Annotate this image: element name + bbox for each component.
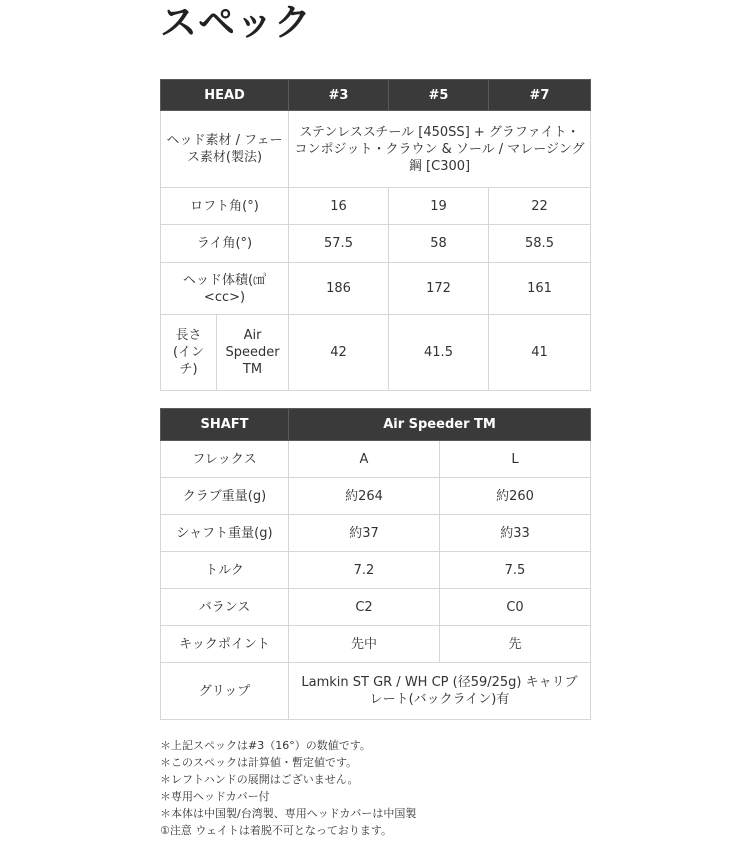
table-row	[161, 552, 591, 589]
table-row	[161, 626, 591, 663]
head-spec-table	[160, 79, 591, 391]
row-label: シャフト重量(g)	[161, 515, 289, 552]
cell-value: 約33	[440, 515, 591, 552]
cell-value: 22	[489, 188, 591, 225]
row-label: バランス	[161, 589, 289, 626]
row-label: ヘッド体積(㎤<cc>)	[161, 263, 289, 315]
cell-value: C0	[440, 589, 591, 626]
cell-value: 約264	[289, 478, 440, 515]
cell-value: 先中	[289, 626, 440, 663]
note-item: ＊レフトハンドの展開はございません。	[160, 773, 359, 786]
row-label: ヘッド素材 / フェース素材(製法)	[161, 111, 289, 188]
row-label: 長さ(インチ)	[161, 315, 217, 391]
note-item: ＊上記スペックは#3（16°）の数値です。	[160, 739, 371, 752]
cell-value: 186	[289, 263, 389, 315]
header-head: HEAD	[161, 80, 289, 111]
cell-value: 42	[289, 315, 389, 391]
notes-list	[160, 737, 416, 839]
header-club-5: #5	[389, 80, 489, 111]
header-club-3: #3	[289, 80, 389, 111]
table-row	[161, 663, 591, 720]
table-row	[161, 111, 591, 188]
note-item: ＊本体は中国製/台湾製、専用ヘッドカバーは中国製	[160, 807, 417, 820]
row-label: クラブ重量(g)	[161, 478, 289, 515]
cell-value: C2	[289, 589, 440, 626]
cell-value: 58	[389, 225, 489, 263]
cell-value: 161	[489, 263, 591, 315]
table-row	[161, 225, 591, 263]
cell-value: 約260	[440, 478, 591, 515]
cell-value: 172	[389, 263, 489, 315]
row-label: キックポイント	[161, 626, 289, 663]
note-item: ＊このスペックは計算値・暫定値です。	[160, 756, 358, 769]
row-sublabel: Air Speeder TM	[217, 315, 289, 391]
table-row	[161, 589, 591, 626]
header-shaft-model: Air Speeder TM	[289, 409, 591, 441]
cell-value: 41	[489, 315, 591, 391]
row-label: グリップ	[161, 663, 289, 720]
cell-value: 16	[289, 188, 389, 225]
grip-value: Lamkin ST GR / WH CP (径59/25g) キャリブレート(バックライン)有	[289, 663, 591, 720]
shaft-table-header	[161, 409, 591, 441]
cell-value: 19	[389, 188, 489, 225]
table-row	[161, 263, 591, 315]
table-row	[161, 515, 591, 552]
cell-value: 約37	[289, 515, 440, 552]
table-row	[161, 188, 591, 225]
cell-value: 57.5	[289, 225, 389, 263]
table-row	[161, 315, 591, 391]
cell-value: 41.5	[389, 315, 489, 391]
header-shaft: SHAFT	[161, 409, 289, 441]
cell-value: A	[289, 441, 440, 478]
cell-value: 先	[440, 626, 591, 663]
page-title: スペック	[160, 1, 312, 44]
table-row	[161, 441, 591, 478]
row-label: ライ角(°)	[161, 225, 289, 263]
head-table-header	[161, 80, 591, 111]
material-value: ステンレススチール [450SS] + グラファイト・コンポジット・クラウン & ソール / マレージング鋼 [C300]	[289, 111, 591, 188]
row-label: フレックス	[161, 441, 289, 478]
cell-value: 7.5	[440, 552, 591, 589]
shaft-spec-table	[160, 408, 591, 720]
note-item: ＊専用ヘッドカバー付	[160, 790, 270, 803]
row-label: ロフト角(°)	[161, 188, 289, 225]
table-row	[161, 478, 591, 515]
cell-value: L	[440, 441, 591, 478]
row-label: トルク	[161, 552, 289, 589]
note-item: ①注意 ウェイトは着脱不可となっております。	[160, 824, 393, 837]
header-club-7: #7	[489, 80, 591, 111]
cell-value: 7.2	[289, 552, 440, 589]
cell-value: 58.5	[489, 225, 591, 263]
